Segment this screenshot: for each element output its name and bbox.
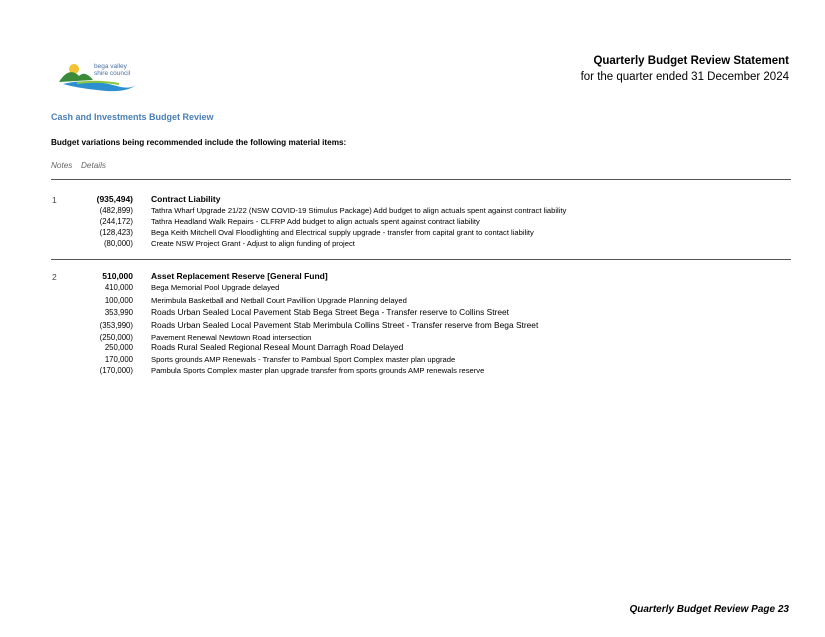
- item-amount: 170,000: [104, 355, 133, 364]
- item-description: Pambula Sports Complex master plan upgrade transfer from sports grounds AMP renewals reserve: [151, 366, 485, 375]
- item-description: Roads Urban Sealed Local Pavement Stab Bega Street Bega - Transfer reserve to Collins Street: [151, 307, 509, 317]
- logo-wave: [63, 81, 137, 91]
- divider: [51, 179, 791, 180]
- item-description: Roads Rural Sealed Regional Reseal Mount Darragh Road Delayed: [151, 342, 404, 352]
- item-amount: 353,990: [104, 308, 133, 317]
- item-amount: (353,990): [99, 321, 133, 330]
- item-amount: 250,000: [104, 343, 133, 352]
- column-header-notes: Notes: [51, 161, 73, 170]
- note-total: 510,000: [102, 271, 133, 281]
- item-description: Tathra Wharf Upgrade 21/22 (NSW COVID-19 Stimulus Package) Add budget to align actuals spent against contract liability: [151, 206, 567, 215]
- item-amount: 410,000: [104, 283, 133, 292]
- report-subtitle: for the quarter ended 31 December 2024: [580, 71, 789, 83]
- column-header-details: Details: [81, 161, 107, 170]
- report-title: Quarterly Budget Review Statement: [593, 55, 789, 67]
- note-number: 1: [52, 195, 57, 205]
- divider: [51, 259, 791, 260]
- note-total: (935,494): [96, 194, 133, 204]
- page-footer: Quarterly Budget Review Page 23: [629, 604, 789, 615]
- item-amount: (170,000): [99, 366, 133, 375]
- item-description: Sports grounds AMP Renewals - Transfer to Pambual Sport Complex master plan upgrade: [151, 355, 456, 364]
- logo-wordmark: [94, 63, 130, 77]
- item-amount: (244,172): [99, 217, 133, 226]
- item-description: Create NSW Project Grant - Adjust to align funding of project: [151, 239, 355, 248]
- item-description: Bega Keith Mitchell Oval Floodlighting and Electrical supply upgrade - transfer from capital grant to contact liability: [151, 228, 534, 237]
- logo-line-1: bega valley: [94, 63, 127, 70]
- note-number: 2: [52, 272, 57, 282]
- item-amount: (80,000): [103, 239, 133, 248]
- item-amount: (128,423): [99, 228, 133, 237]
- item-description: Merimbula Basketball and Netball Court Pavillion Upgrade Planning delayed: [151, 296, 407, 305]
- item-description: Pavement Renewal Newtown Road intersection: [151, 333, 312, 342]
- item-amount: 100,000: [104, 296, 133, 305]
- note-heading: Contract Liability: [151, 194, 221, 204]
- item-description: Bega Memorial Pool Upgrade delayed: [151, 283, 280, 292]
- item-amount: (482,899): [99, 206, 133, 215]
- item-amount: (250,000): [99, 333, 133, 342]
- item-description: Tathra Headland Walk Repairs - CLFRP Add budget to align actuals spent against contract liability: [151, 217, 480, 226]
- note-heading: Asset Replacement Reserve [General Fund]: [151, 271, 328, 281]
- logo-hills: [59, 72, 93, 82]
- section-title: Cash and Investments Budget Review: [51, 112, 214, 122]
- intro-text: Budget variations being recommended include the following material items:: [51, 138, 347, 147]
- logo-line-2: shire council: [94, 70, 131, 77]
- item-description: Roads Urban Sealed Local Pavement Stab Merimbula Collins Street - Transfer reserve from Bega Street: [151, 320, 539, 330]
